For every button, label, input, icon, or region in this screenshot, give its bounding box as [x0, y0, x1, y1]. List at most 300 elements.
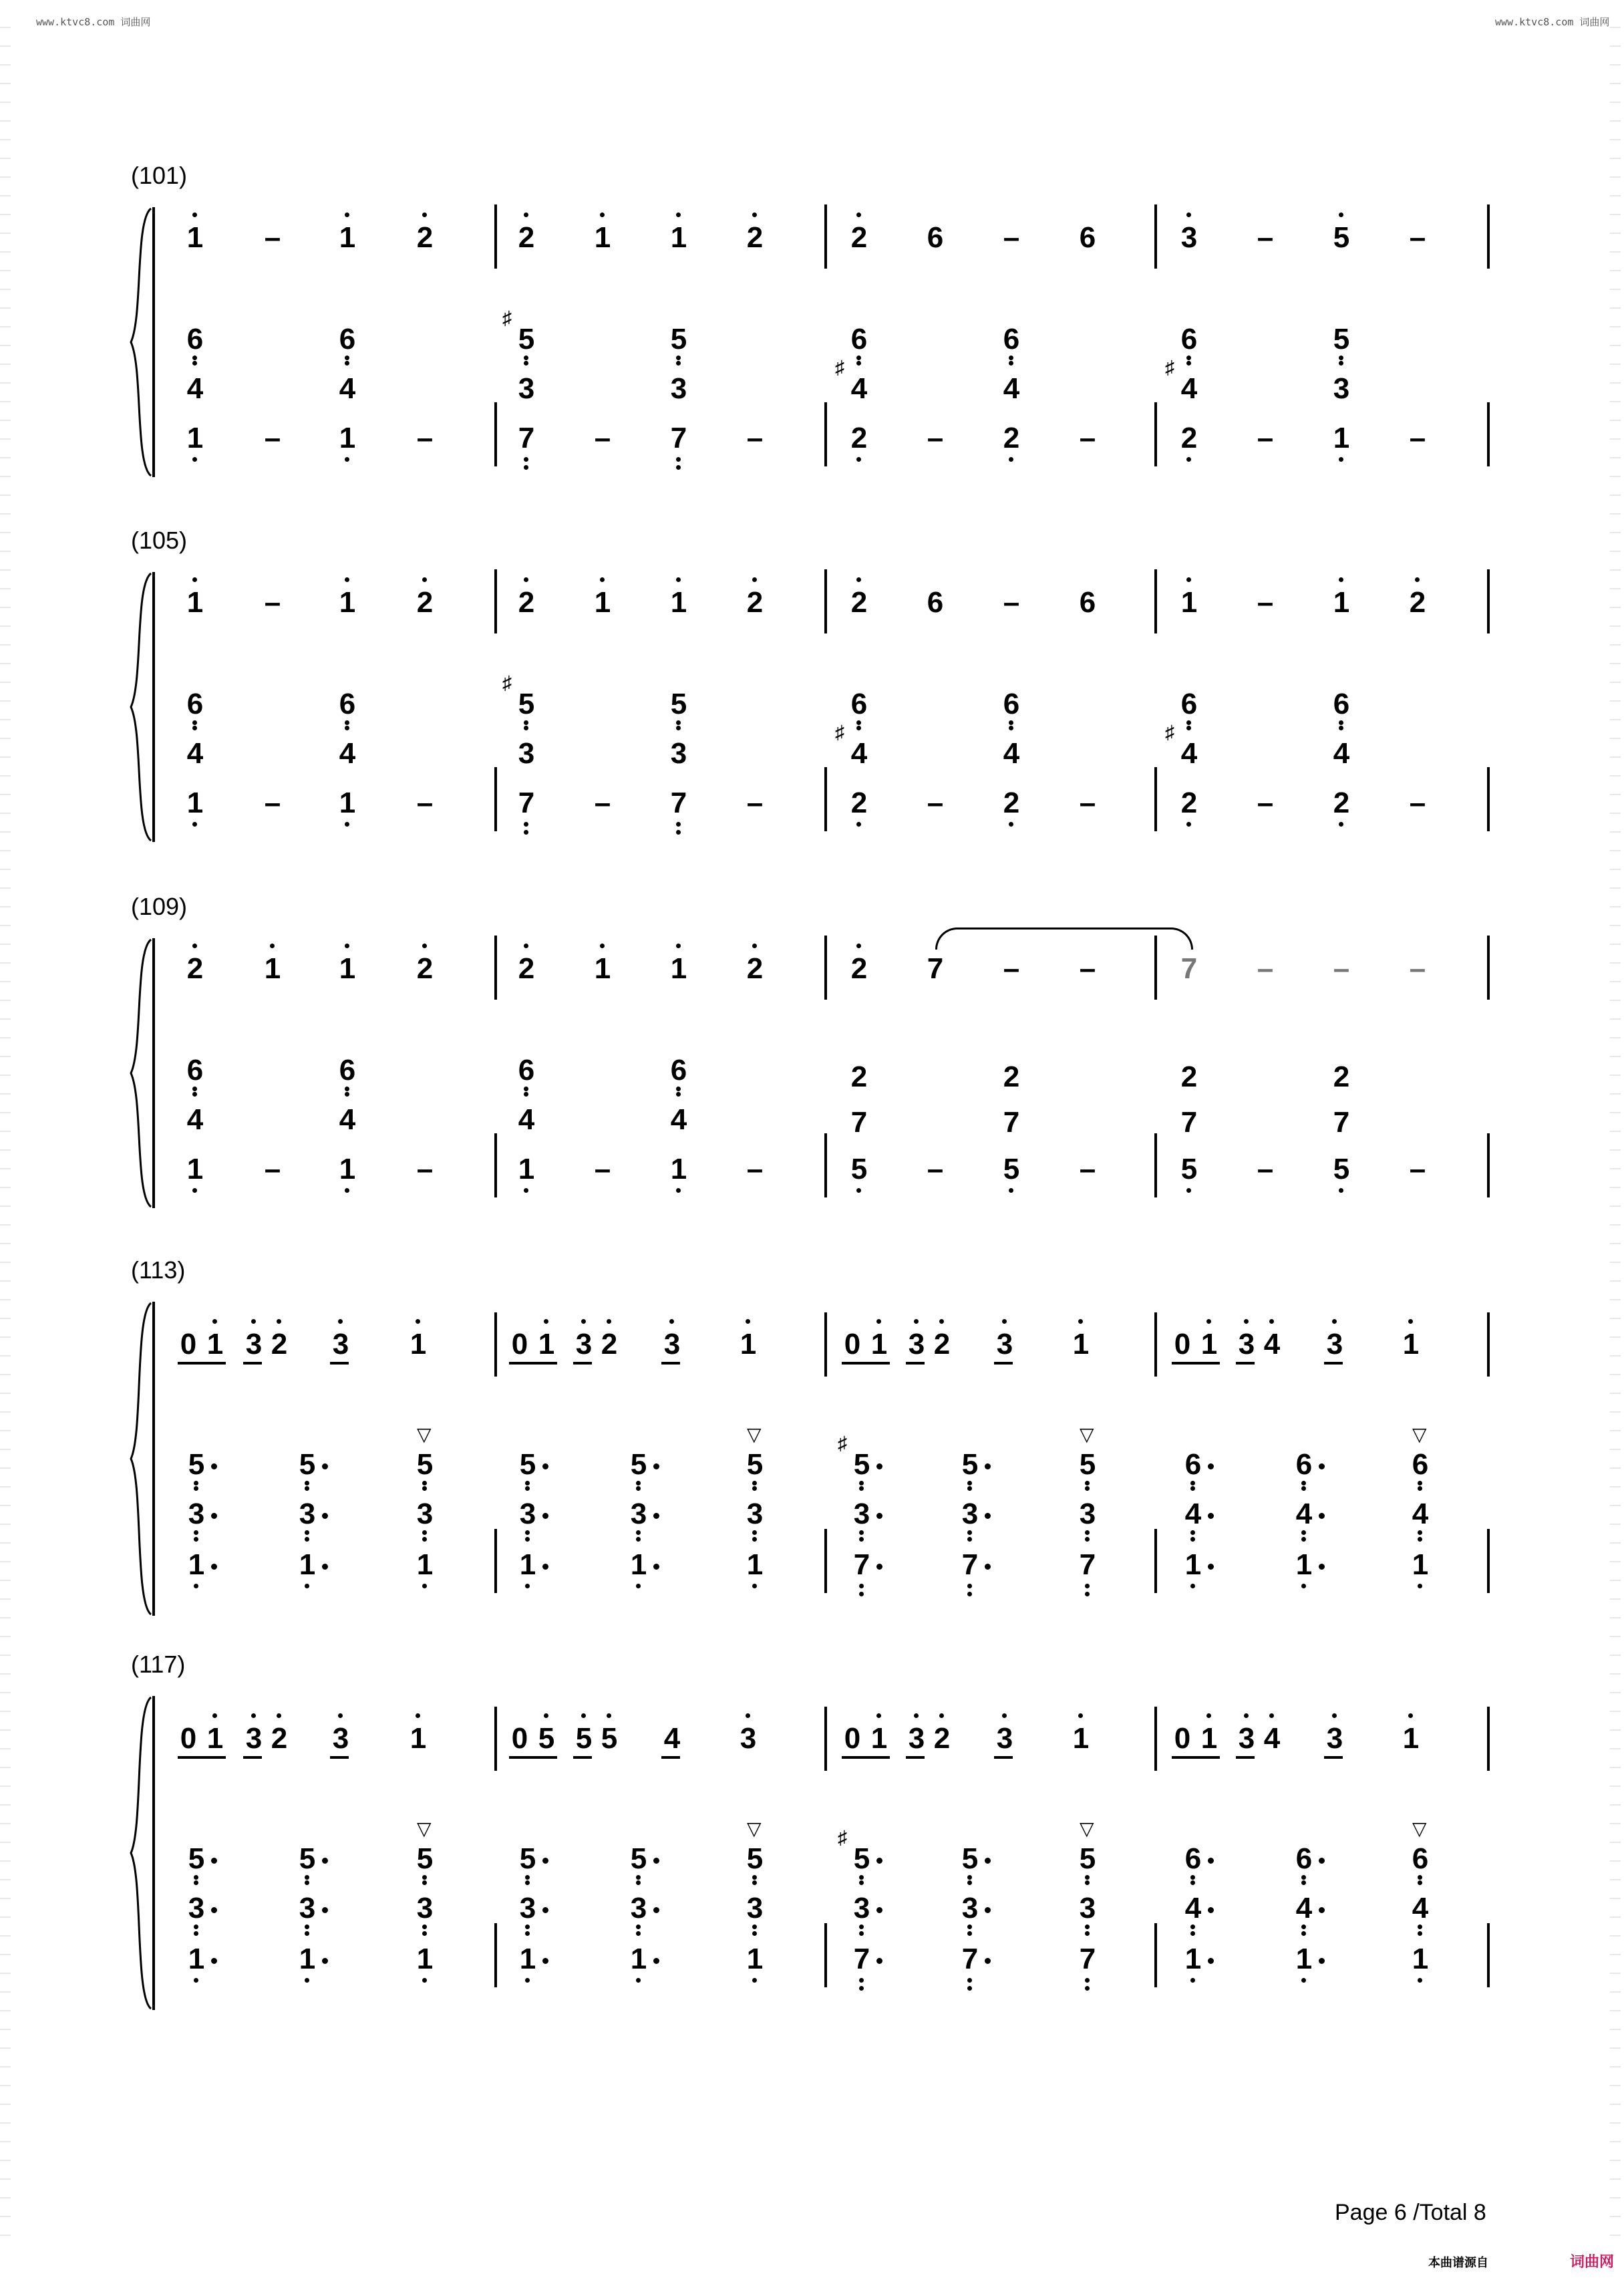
beam-underline	[661, 1756, 680, 1759]
jianpu-note: 6	[1412, 1842, 1429, 1875]
chord-dot	[636, 1875, 641, 1880]
octave-dot-above	[1339, 577, 1343, 582]
octave-dot-above	[752, 944, 757, 948]
octave-dot-below	[192, 822, 197, 827]
chord-dot	[859, 1880, 864, 1885]
octave-dot-below	[636, 1978, 641, 1983]
octave-dot-below	[636, 1584, 641, 1588]
jianpu-note: 4	[339, 1103, 356, 1136]
chord-dot	[1339, 720, 1343, 725]
chord-dot	[636, 1530, 641, 1535]
chord-dot	[1190, 1924, 1195, 1929]
octave-dot-below	[1085, 1592, 1090, 1596]
octave-dot-above	[1415, 577, 1420, 582]
octave-dot-above	[1269, 1713, 1274, 1718]
chord-dot	[525, 1931, 530, 1936]
chord-dot	[345, 1087, 349, 1091]
augmentation-dot	[876, 1858, 882, 1864]
barline-lower	[1487, 402, 1490, 466]
jianpu-note: 5	[1079, 1842, 1096, 1875]
beam-underline	[573, 1362, 592, 1365]
jianpu-note: –	[1257, 952, 1274, 985]
jianpu-note: 0	[844, 1722, 861, 1755]
augmentation-dot	[542, 1958, 548, 1964]
barline-lower	[824, 1923, 827, 1987]
jianpu-note: 3	[188, 1892, 205, 1924]
augmentation-dot	[211, 1463, 217, 1469]
octave-dot-below	[676, 830, 681, 835]
jianpu-note: 2	[933, 1722, 951, 1755]
octave-dot-above	[544, 1713, 548, 1718]
chord-dot	[676, 726, 681, 730]
jianpu-note: 1	[188, 1548, 205, 1581]
octave-dot-below	[345, 1188, 349, 1193]
staccato-wedge: ▽	[1080, 1818, 1094, 1839]
barline-upper	[1154, 204, 1157, 269]
jianpu-note: 6	[1079, 221, 1096, 254]
chord-dot	[752, 1481, 757, 1485]
jianpu-note: 4	[1295, 1892, 1313, 1924]
chord-dot	[676, 355, 681, 360]
chord-dot	[676, 720, 681, 725]
barline-lower	[494, 1923, 497, 1987]
system-brace	[128, 207, 155, 480]
jianpu-note: 3	[1326, 1722, 1343, 1755]
barline-lower	[1487, 767, 1490, 831]
chord-dot	[1190, 1931, 1195, 1936]
octave-dot-above	[1408, 1319, 1413, 1324]
jianpu-note: 3	[1079, 1892, 1096, 1924]
header-right: www.ktvc8.com 词曲网	[1495, 16, 1610, 28]
jianpu-note: 5	[850, 1153, 868, 1185]
jianpu-note: –	[927, 787, 944, 819]
jianpu-note: –	[1409, 221, 1426, 254]
jianpu-note: 1	[746, 1943, 764, 1975]
jianpu-note: 4	[1295, 1497, 1313, 1530]
octave-dot-below	[1190, 1584, 1195, 1588]
jianpu-note: 6	[186, 323, 204, 355]
barline-lower	[1487, 1529, 1490, 1593]
octave-dot-above	[676, 944, 681, 948]
jianpu-note: 1	[870, 1328, 888, 1361]
sharp-sign: ♯	[838, 1433, 847, 1453]
system-brace	[128, 938, 155, 1211]
augmentation-dot	[653, 1958, 659, 1964]
jianpu-note: 1	[870, 1722, 888, 1755]
jianpu-note: 4	[1184, 1892, 1202, 1924]
jianpu-note: 2	[850, 586, 868, 619]
chord-dot	[1085, 1537, 1090, 1542]
chord-dot	[1301, 1537, 1306, 1542]
octave-dot-above	[607, 1713, 611, 1718]
chord-dot	[1190, 1481, 1195, 1485]
jianpu-note: 1	[519, 1943, 536, 1975]
jianpu-note: 1	[670, 1153, 687, 1185]
octave-dot-below	[1085, 1584, 1090, 1588]
measure-number: (113)	[131, 1256, 186, 1284]
jianpu-note: 1	[416, 1943, 434, 1975]
jianpu-note: 5	[299, 1842, 316, 1875]
jianpu-note: 1	[339, 952, 356, 985]
octave-dot-above	[676, 577, 681, 582]
jianpu-note: –	[1409, 1153, 1426, 1185]
barline-upper	[494, 1707, 497, 1771]
octave-dot-below	[1301, 1584, 1306, 1588]
chord-dot	[1009, 361, 1013, 366]
system-brace	[128, 1302, 155, 1619]
jianpu-note: 1	[339, 787, 356, 819]
chord-dot	[1301, 1481, 1306, 1485]
chord-dot	[967, 1880, 972, 1885]
octave-dot-below	[524, 465, 528, 470]
octave-dot-above	[939, 1319, 944, 1324]
jianpu-note: 1	[670, 221, 687, 254]
jianpu-note: 4	[670, 1103, 687, 1136]
chord-dot	[1301, 1486, 1306, 1491]
beam-underline	[243, 1362, 262, 1365]
jianpu-note: 3	[519, 1497, 536, 1530]
jianpu-note: 4	[1263, 1722, 1281, 1755]
staccato-wedge: ▽	[1080, 1424, 1094, 1445]
octave-dot-above	[1078, 1319, 1083, 1324]
octave-dot-above	[1002, 1319, 1007, 1324]
jianpu-note: 1	[538, 1328, 555, 1361]
chord-dot	[1085, 1481, 1090, 1485]
measure-number: (117)	[131, 1651, 186, 1678]
chord-dot	[305, 1880, 309, 1885]
chord-dot	[1085, 1875, 1090, 1880]
octave-dot-below	[856, 457, 861, 462]
octave-dot-below	[1186, 1188, 1191, 1193]
beam-underline	[243, 1756, 262, 1759]
chord-dot	[192, 361, 197, 366]
beam-underline	[661, 1362, 680, 1365]
jianpu-note: 5	[670, 323, 687, 355]
octave-dot-below	[856, 822, 861, 827]
chord-dot	[1190, 1530, 1195, 1535]
jianpu-note: 5	[746, 1842, 764, 1875]
jianpu-note: 5	[416, 1842, 434, 1875]
jianpu-note: –	[746, 787, 764, 819]
barline-upper	[824, 204, 827, 269]
jianpu-note: 7	[1079, 1943, 1096, 1975]
chord-dot	[1339, 355, 1343, 360]
augmentation-dot	[1319, 1564, 1325, 1570]
measure-number: (101)	[131, 162, 188, 189]
chord-dot	[194, 1931, 198, 1936]
octave-dot-below	[856, 1188, 861, 1193]
jianpu-note: 5	[416, 1448, 434, 1481]
barline-upper	[1487, 1312, 1490, 1377]
jianpu-note: 5	[601, 1722, 618, 1755]
chord-dot	[859, 1481, 864, 1485]
jianpu-note: 3	[1079, 1497, 1096, 1530]
jianpu-note: 2	[746, 221, 764, 254]
chord-dot	[525, 1875, 530, 1880]
octave-dot-above	[914, 1319, 919, 1324]
augmentation-dot	[1319, 1958, 1325, 1964]
beam-underline	[509, 1362, 557, 1365]
jianpu-note: 6	[1184, 1448, 1202, 1481]
octave-dot-above	[345, 944, 349, 948]
octave-dot-below	[676, 457, 681, 462]
jianpu-note: 3	[518, 737, 535, 770]
system-brace	[128, 572, 155, 845]
source-site: 词曲网	[1570, 2254, 1615, 2271]
jianpu-note: 2	[601, 1328, 618, 1361]
jianpu-note: 0	[180, 1722, 197, 1755]
octave-dot-below	[345, 457, 349, 462]
jianpu-note: 1	[264, 952, 281, 985]
jianpu-note: 5	[1079, 1448, 1096, 1481]
barline-upper	[1487, 204, 1490, 269]
jianpu-note: 6	[927, 586, 944, 619]
octave-dot-below	[967, 1592, 972, 1596]
jianpu-note: 5	[519, 1842, 536, 1875]
chord-dot	[636, 1880, 641, 1885]
jianpu-note: 0	[844, 1328, 861, 1361]
jianpu-note: 4	[1263, 1328, 1281, 1361]
octave-dot-below	[1009, 1188, 1013, 1193]
augmentation-dot	[1319, 1463, 1325, 1469]
barline-upper	[1487, 569, 1490, 633]
octave-dot-above	[416, 1319, 420, 1324]
octave-dot-above	[669, 1319, 674, 1324]
jianpu-note: 2	[850, 221, 868, 254]
jianpu-note: 2	[186, 952, 204, 985]
augmentation-dot	[211, 1858, 217, 1864]
chord-dot	[525, 1880, 530, 1885]
chord-dot	[422, 1880, 427, 1885]
octave-dot-above	[192, 212, 197, 217]
octave-dot-below	[1301, 1978, 1306, 1983]
jianpu-note: 3	[746, 1892, 764, 1924]
jianpu-note: 1	[594, 221, 611, 254]
beam-underline	[1324, 1756, 1343, 1759]
jianpu-note: –	[264, 586, 281, 619]
jianpu-note: 0	[511, 1722, 528, 1755]
jianpu-note: 7	[1079, 1548, 1096, 1581]
jianpu-note: 3	[1238, 1722, 1255, 1755]
chord-dot	[345, 720, 349, 725]
jianpu-note: 1	[630, 1548, 647, 1581]
augmentation-dot	[1319, 1858, 1325, 1864]
chord-dot	[1301, 1530, 1306, 1535]
jianpu-note: 3	[670, 737, 687, 770]
jianpu-note: 1	[410, 1328, 427, 1361]
octave-dot-above	[1339, 212, 1343, 217]
octave-dot-below	[1339, 457, 1343, 462]
jianpu-note: 6	[1003, 323, 1020, 355]
chord-dot	[1085, 1924, 1090, 1929]
augmentation-dot	[542, 1858, 548, 1864]
jianpu-note: 1	[746, 1548, 764, 1581]
sharp-sign: ♯	[1165, 357, 1174, 378]
chord-dot	[1085, 1931, 1090, 1936]
jianpu-note: –	[416, 787, 434, 819]
jianpu-note: 1	[670, 586, 687, 619]
chord-dot	[967, 1875, 972, 1880]
jianpu-note: 1	[519, 1548, 536, 1581]
barline-upper	[494, 1312, 497, 1377]
augmentation-dot	[1319, 1907, 1325, 1913]
chord-dot	[1085, 1486, 1090, 1491]
jianpu-note: 7	[1003, 1106, 1020, 1139]
augmentation-dot	[322, 1564, 328, 1570]
augmentation-dot	[322, 1858, 328, 1864]
chord-dot	[967, 1481, 972, 1485]
jianpu-note: 5	[518, 323, 535, 355]
jianpu-note: 6	[1180, 688, 1198, 720]
jianpu-note: 4	[186, 737, 204, 770]
jianpu-note: –	[1079, 1153, 1096, 1185]
augmentation-dot	[211, 1907, 217, 1913]
chord-dot	[856, 726, 861, 730]
chord-dot	[305, 1931, 309, 1936]
chord-dot	[1339, 726, 1343, 730]
augmentation-dot	[653, 1564, 659, 1570]
jianpu-note: 6	[186, 1054, 204, 1087]
octave-dot-above	[524, 212, 528, 217]
staccato-wedge: ▽	[747, 1424, 762, 1445]
jianpu-note: 4	[1184, 1497, 1202, 1530]
jianpu-note: 5	[519, 1448, 536, 1481]
octave-dot-below	[305, 1978, 309, 1983]
jianpu-note: 1	[299, 1548, 316, 1581]
jianpu-note: 2	[850, 422, 868, 454]
augmentation-dot	[1208, 1958, 1214, 1964]
octave-dot-above	[422, 212, 427, 217]
chord-dot	[1190, 1875, 1195, 1880]
jianpu-note: 1	[1295, 1943, 1313, 1975]
jianpu-note: 7	[518, 787, 535, 819]
octave-dot-above	[752, 212, 757, 217]
chord-dot	[422, 1875, 427, 1880]
chord-dot	[752, 1931, 757, 1936]
chord-dot	[1190, 1880, 1195, 1885]
jianpu-note: 1	[416, 1548, 434, 1581]
jianpu-note: 5	[538, 1722, 555, 1755]
jianpu-note: –	[264, 221, 281, 254]
jianpu-note: 5	[746, 1448, 764, 1481]
chord-dot	[194, 1875, 198, 1880]
jianpu-note: 2	[850, 1060, 868, 1093]
beam-underline	[994, 1362, 1013, 1365]
chord-dot	[422, 1931, 427, 1936]
jianpu-note: 5	[961, 1842, 979, 1875]
chord-dot	[192, 355, 197, 360]
chord-dot	[752, 1880, 757, 1885]
chord-dot	[1186, 361, 1191, 366]
chord-dot	[856, 720, 861, 725]
octave-dot-above	[422, 577, 427, 582]
chord-dot	[422, 1924, 427, 1929]
barline-lower	[1487, 1923, 1490, 1987]
sharp-sign: ♯	[502, 672, 512, 693]
augmentation-dot	[876, 1958, 882, 1964]
octave-dot-below	[859, 1986, 864, 1991]
chord-dot	[1190, 1486, 1195, 1491]
octave-dot-above	[416, 1713, 420, 1718]
octave-dot-above	[876, 1319, 881, 1324]
jianpu-note: 3	[663, 1328, 681, 1361]
octave-dot-above	[581, 1319, 586, 1324]
chord-dot	[752, 1924, 757, 1929]
jianpu-note: 1	[1333, 422, 1350, 454]
chord-dot	[524, 361, 528, 366]
jianpu-note: 1	[594, 586, 611, 619]
jianpu-note: 1	[339, 1153, 356, 1185]
jianpu-note: 1	[186, 1153, 204, 1185]
jianpu-note: 2	[271, 1328, 288, 1361]
chord-dot	[422, 1481, 427, 1485]
jianpu-note: 4	[850, 737, 868, 770]
jianpu-note: –	[1003, 586, 1020, 619]
octave-dot-above	[581, 1713, 586, 1718]
chord-dot	[967, 1486, 972, 1491]
augmentation-dot	[1319, 1513, 1325, 1519]
jianpu-note: 3	[332, 1722, 349, 1755]
jianpu-note: 2	[746, 586, 764, 619]
jianpu-note: 3	[1238, 1328, 1255, 1361]
jianpu-note: 1	[1295, 1548, 1313, 1581]
jianpu-note: 4	[339, 737, 356, 770]
barline-lower	[494, 1133, 497, 1197]
side-strip-right	[1610, 27, 1621, 2245]
chord-dot	[345, 726, 349, 730]
octave-dot-below	[967, 1978, 972, 1983]
chord-dot	[636, 1486, 641, 1491]
jianpu-note: 1	[206, 1328, 224, 1361]
jianpu-note: –	[746, 1153, 764, 1185]
jianpu-note: 3	[853, 1497, 870, 1530]
jianpu-note: 3	[853, 1892, 870, 1924]
jianpu-note: 1	[410, 1722, 427, 1755]
jianpu-note: 4	[186, 1103, 204, 1136]
octave-dot-above	[212, 1319, 217, 1324]
barline-upper	[1487, 1707, 1490, 1771]
octave-dot-below	[967, 1986, 972, 1991]
chord-dot	[1301, 1875, 1306, 1880]
jianpu-note: 2	[518, 586, 535, 619]
jianpu-note: 2	[746, 952, 764, 985]
octave-dot-above	[192, 944, 197, 948]
jianpu-note: 1	[1412, 1548, 1429, 1581]
octave-dot-above	[192, 577, 197, 582]
source-label: 本曲谱源自	[1428, 2256, 1488, 2270]
octave-dot-above	[1332, 1713, 1337, 1718]
barline-upper	[824, 1707, 827, 1771]
jianpu-note: 6	[1180, 323, 1198, 355]
augmentation-dot	[985, 1958, 991, 1964]
barline-upper	[1154, 1707, 1157, 1771]
octave-dot-below	[422, 1978, 427, 1983]
octave-dot-above	[422, 944, 427, 948]
octave-dot-above	[1332, 1319, 1337, 1324]
jianpu-note: 7	[961, 1548, 979, 1581]
octave-dot-below	[194, 1584, 198, 1588]
octave-dot-below	[1339, 822, 1343, 827]
beam-underline	[330, 1362, 349, 1365]
barline-upper	[494, 204, 497, 269]
jianpu-note: 4	[1180, 737, 1198, 770]
jianpu-note: 1	[186, 586, 204, 619]
chord-dot	[1418, 1875, 1422, 1880]
octave-dot-below	[1339, 1188, 1343, 1193]
chord-dot	[676, 361, 681, 366]
chord-dot	[345, 1092, 349, 1097]
barline-upper	[824, 936, 827, 1000]
